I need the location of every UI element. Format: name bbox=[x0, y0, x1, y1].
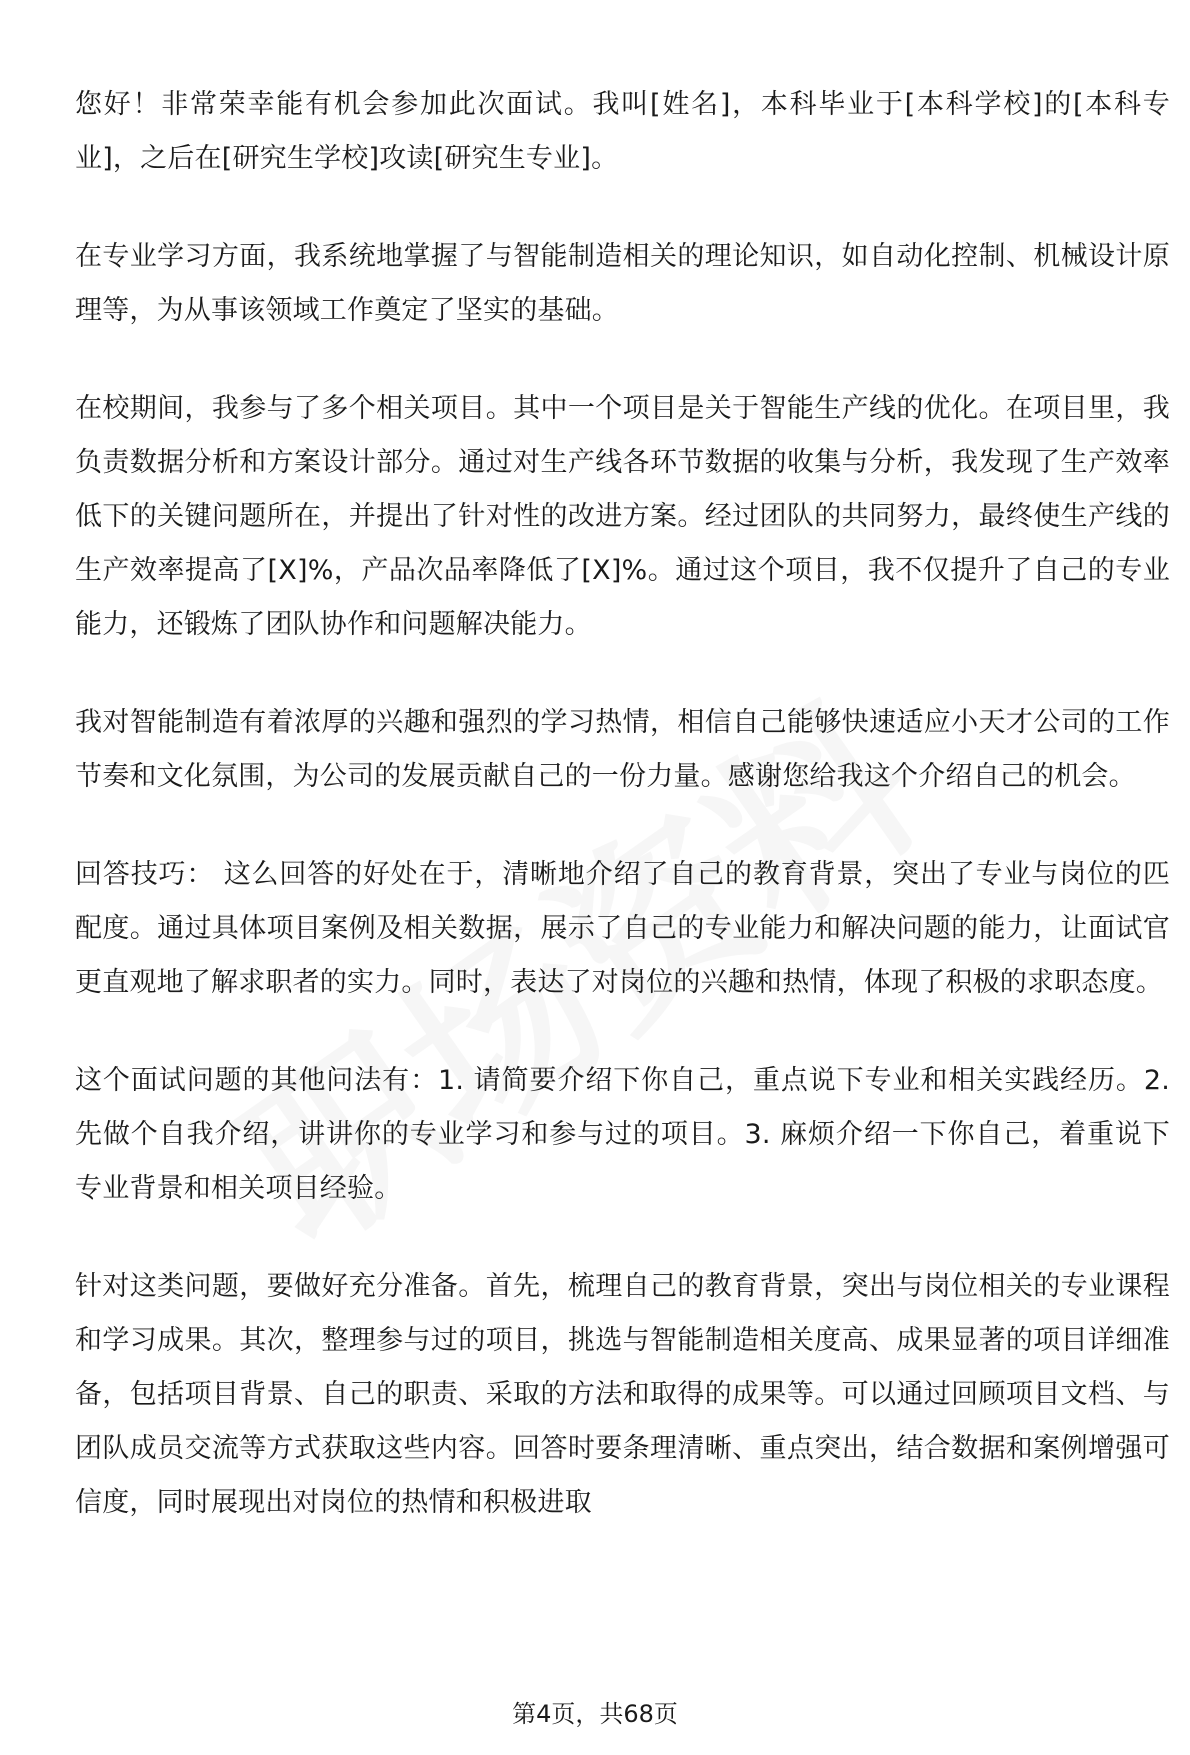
paragraph-study: 在专业学习方面，我系统地掌握了与智能制造相关的理论知识，如自动化控制、机械设计原理等，为从事该领域工作奠定了坚实的基础。 bbox=[75, 241, 1170, 326]
page-number: 第4页，共68页 bbox=[512, 1700, 678, 1728]
paragraph-intro: 您好！非常荣幸能有机会参加此次面试。我叫[姓名]，本科毕业于[本科学校]的[本科专业]，之后在[研究生学校]攻读[研究生专业]。 bbox=[75, 89, 1170, 174]
paragraph-alt-questions: 这个面试问题的其他问法有：1. 请简要介绍下你自己，重点说下专业和相关实践经历。2. 先做个自我介绍，讲讲你的专业学习和参与过的项目。3. 麻烦介绍一下你自己，着重说下专业背景和相关项目经验。 bbox=[75, 1065, 1170, 1204]
paragraph-motivation: 我对智能制造有着浓厚的兴趣和强烈的学习热情，相信自己能够快速适应小天才公司的工作节奏和文化氛围，为公司的发展贡献自己的一份力量。感谢您给我这个介绍自己的机会。 bbox=[75, 707, 1170, 792]
paragraph-project: 在校期间，我参与了多个相关项目。其中一个项目是关于智能生产线的优化。在项目里，我负责数据分析和方案设计部分。通过对生产线各环节数据的收集与分析，我发现了生产效率低下的关键问题所在，并提出了针对性的改进方案。经过团队的共同努力，最终使生产线的生产效率提高了[X]%，产品次品率降低了[X]%。通过这个项目，我不仅提升了自己的专业能力，还锻炼了团队协作和问题解决能力。 bbox=[75, 393, 1170, 640]
paragraph-preparation: 针对这类问题，要做好充分准备。首先，梳理自己的教育背景，突出与岗位相关的专业课程和学习成果。其次，整理参与过的项目，挑选与智能制造相关度高、成果显著的项目详细准备，包括项目背景、自己的职责、采取的方法和取得的成果等。可以通过回顾项目文档、与团队成员交流等方式获取这些内容。回答时要条理清晰、重点突出，结合数据和案例增强可信度，同时展现出对岗位的热情和积极进取 bbox=[75, 1271, 1170, 1518]
document-body bbox=[75, 78, 1170, 1530]
paragraph-tips: 回答技巧： 这么回答的好处在于，清晰地介绍了自己的教育背景，突出了专业与岗位的匹配度。通过具体项目案例及相关数据，展示了自己的专业能力和解决问题的能力，让面试官更直观地了解求职者的实力。同时，表达了对岗位的兴趣和热情，体现了积极的求职态度。 bbox=[75, 859, 1170, 998]
